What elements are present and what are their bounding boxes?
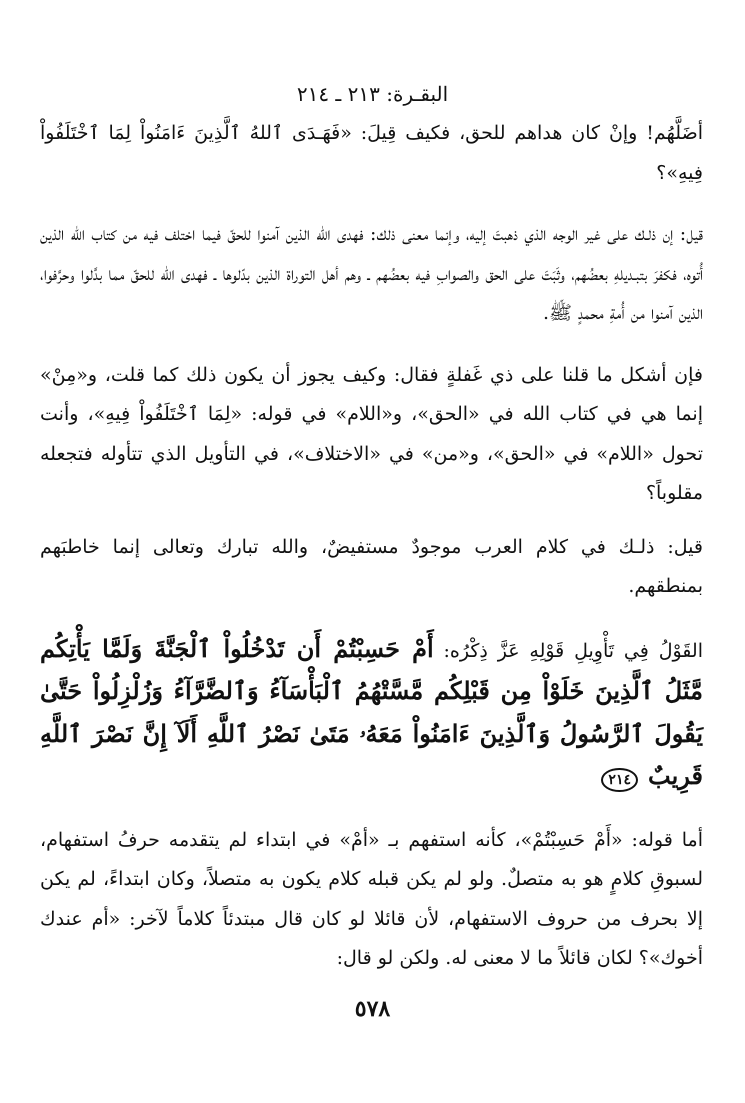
quran-intro: القَوْلُ فِي تَأْوِيلِ قَوْلِهِ عَزَّ ذِكْرُه:: [443, 639, 703, 662]
page-body: [40, 114, 703, 979]
quran-block: [40, 629, 703, 799]
verse-number-marker: ٢١٤: [601, 768, 638, 792]
quran-verse: أَمْ حَسِبْتُمْ أَن تَدْخُلُواْ ٱلْجَنَّةَ وَلَمَّا يَأْتِكُم مَّثَلُ ٱلَّذِينَ خَلَوْاْ مِن قَبْلِكُم مَّسَّتْهُمُ ٱلْبَأْسَآءُ وَٱلضَّرَّآءُ وَزُلْزِلُواْ حَتَّىٰ يَقُولَ ٱلرَّسُولُ وَٱلَّذِينَ ءَامَنُواْ مَعَهُۥ مَتَىٰ نَصْرُ ٱللَّهِ أَلَآ إِنَّ نَصْرَ ٱللَّهِ قَرِيبٌ: [40, 633, 703, 790]
page-number: ٥٧٨: [354, 996, 391, 1022]
paragraph-3: فإن أشكل ما قلنا على ذي غَفلةٍ فقال: وكيف يجوز أن يكون ذلك كما قلت، و«مِنْ» إنما هي في كتاب الله في «الحق»، و«اللام» في قوله: «لِمَا ٱخْتَلَفُواْ فِيهِ»، وأنت تحول «اللام» في «الحق»، و«من» في «الاختلاف»، في التأويل الذي تتأوله فتجعله مقلوباً؟: [40, 363, 703, 504]
running-header: البقـرة: ٢١٣ ـ ٢١٤: [296, 82, 449, 106]
paragraph-2: قيل: إن ذلـك على غير الوجه الذي ذهبتَ إليه، وإنما معنى ذلك: فهدى الله الذين آمنوا للحقّ فيما اختلف فيه من كتاب الله الذين أُتوه، فكفرَ بتبـديلهِ بعضُهم، وثَبَتَ على الحق والصوابِ فيه بعضُهم ـ وهم أهل التوراة الذين بدّلوها ـ فهدى الله للحقّ مما بدَّلوا وحرَّفوا، الذين آمنوا من أُمةِ محمدٍ ﷺ.: [40, 223, 703, 324]
paragraph-5: أما قوله: «أَمْ حَسِبْتُمْ»، كأنه استفهم بـ «أمْ» في ابتداء لم يتقدمه حرفُ استفهام، لسبوقِ كلامٍ هو به متصلٌ. ولو لم يكن قبله كلام يكون به متصلاً، وكان ابتداءً، لم يكن إلا بحرف من حروف الاستفهام، لأن قائلا لو كان قال مبتدئاً كلاماً لآخر: «أم عندك أخوك»؟ لكان قائلاً ما لا معنى له. ولكن لو قال:: [40, 828, 703, 969]
paragraph-4: قيل: ذلـك في كلام العرب موجودٌ مستفيضٌ، والله تبارك وتعالى إنما خاطبَهم بمنطقهم.: [40, 535, 703, 597]
paragraph-1: أضَلَّهُم! وإنْ كان هداهم للحق، فكيف قِيلَ: «فَهَـدَى ٱللهُ ٱلَّذِينَ ءَامَنُواْ لِمَا ٱخْتَلَفُواْ فِيهِ»؟: [40, 122, 703, 184]
